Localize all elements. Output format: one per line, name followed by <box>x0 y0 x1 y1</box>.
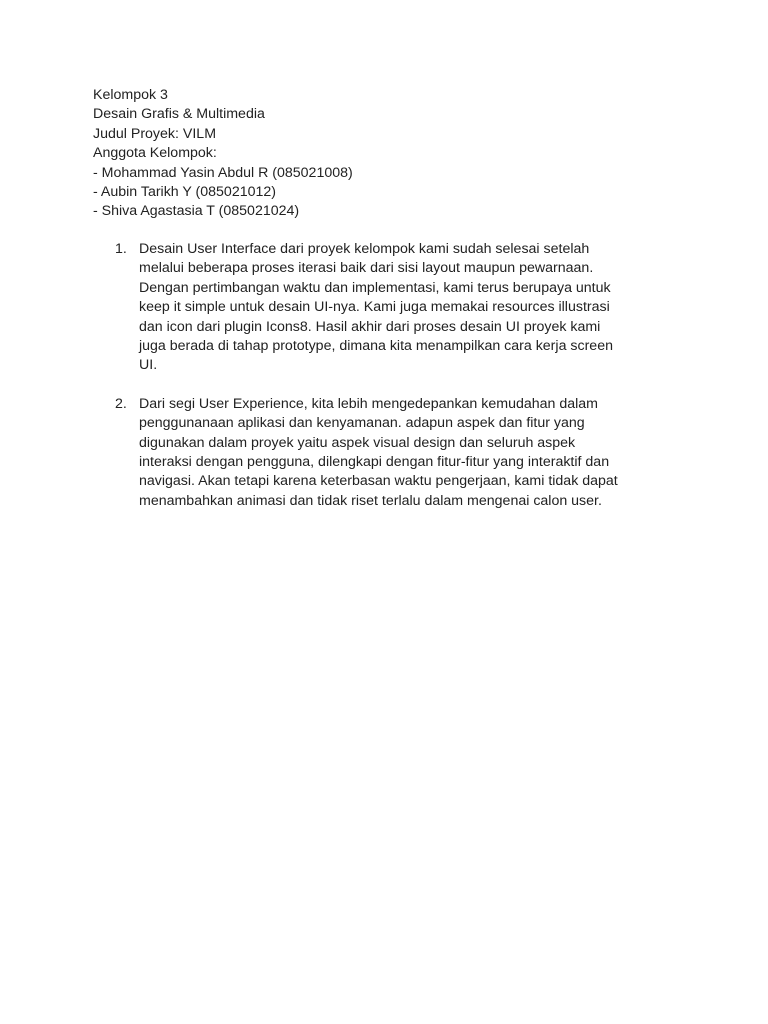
course-name: Desain Grafis & Multimedia <box>93 106 265 123</box>
project-title: Judul Proyek: VILM <box>93 125 217 142</box>
paragraph-line: interaksi dengan pengguna, dilengkapi dengan fitur-fitur yang interaktif dan <box>139 454 610 471</box>
paragraph-line: menambahkan animasi dan tidak riset terlalu dalam mengenai calon user. <box>139 492 602 509</box>
list-item-paragraph <box>139 395 673 511</box>
member-item: - Mohammad Yasin Abdul R (085021008) <box>93 164 353 181</box>
paragraph-line: Dari segi User Experience, kita lebih mengedepankan kemudahan dalam <box>139 395 598 412</box>
member-item: - Aubin Tarikh Y (085021012) <box>93 184 276 201</box>
list-item <box>93 395 673 511</box>
members-heading: Anggota Kelompok: <box>93 145 217 162</box>
member-item: - Shiva Agastasia T (085021024) <box>93 203 300 220</box>
paragraph-line: penggunanaan aplikasi dan kenyamanan. adapun aspek dan fitur yang <box>139 415 585 432</box>
paragraph-line: navigasi. Akan tetapi karena keterbasan waktu pengerjaan, kami tidak dapat <box>139 473 618 490</box>
list-item-number: 2. <box>115 395 127 412</box>
paragraph-line: Desain User Interface dari proyek kelompok kami sudah selesai setelah <box>139 241 590 257</box>
paragraph-line: dan icon dari plugin Icons8. Hasil akhir dari proses desain UI proyek kami <box>139 318 601 335</box>
paragraph-line: UI. <box>139 357 158 374</box>
paragraph-line: juga berada di tahap prototype, dimana kita menampilkan cara kerja screen <box>139 338 613 355</box>
paragraph-line: keep it simple untuk desain UI-nya. Kami juga memakai resources illustrasi <box>139 299 610 316</box>
list-item-number: 1. <box>115 241 127 257</box>
list-item <box>93 240 673 376</box>
list-item-paragraph <box>139 240 673 376</box>
group-name: Kelompok 3 <box>93 87 168 103</box>
numbered-list <box>93 240 673 530</box>
document-header <box>93 86 693 222</box>
paragraph-line: digunakan dalam proyek yaitu aspek visual design dan seluruh aspek <box>139 434 576 451</box>
paragraph-line: melalui beberapa proses iterasi baik dari sisi layout maupun pewarnaan. <box>139 260 594 277</box>
paragraph-line: Dengan pertimbangan waktu dan implementasi, kami terus berupaya untuk <box>139 279 611 296</box>
